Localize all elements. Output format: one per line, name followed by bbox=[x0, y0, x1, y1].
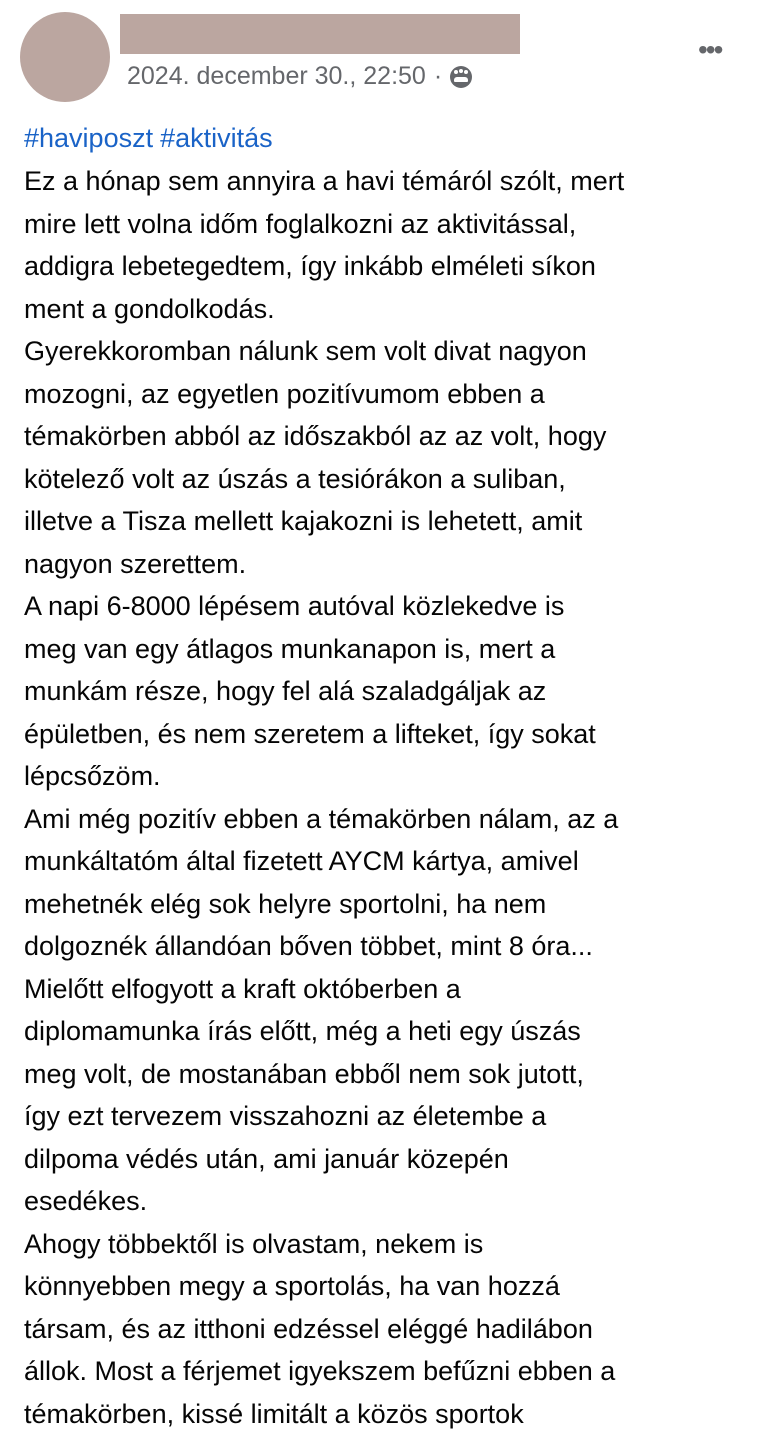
post-text-line: dolgoznék állandóan bőven többet, mint 8 óra... bbox=[24, 931, 593, 961]
post-text-line: mozogni, az egyetlen pozitívumom ebben a bbox=[24, 378, 545, 409]
post-text-line: nagyon szerettem. bbox=[24, 548, 247, 579]
post-text-line: így ezt tervezem visszahozni az életembe a bbox=[24, 1101, 547, 1131]
post-body bbox=[24, 160, 624, 1435]
post-text-line: épületben, és nem szeretem a lifteket, így sokat bbox=[24, 718, 596, 749]
post-text-line: társam, és az itthoni edzéssel eléggé hadilábon bbox=[24, 1313, 593, 1344]
post-text-line: munkáltatóm által fizetett AYCM kártya, amivel bbox=[24, 846, 579, 876]
post-text-line: Mielőtt elfogyott a kraft októberben a bbox=[24, 973, 461, 1004]
friends-icon[interactable] bbox=[450, 66, 472, 88]
hashtags bbox=[24, 117, 280, 160]
post-text-line: lépcsőzöm. bbox=[24, 761, 161, 791]
post-text-line: meg volt, de mostanában ebből nem sok jutott, bbox=[24, 1058, 584, 1089]
post-text-line: könnyebben megy a sportolás, ha van hozzá bbox=[24, 1271, 560, 1301]
post-text-line: ment a gondolkodás. bbox=[24, 293, 275, 324]
post-text-line: Gyerekkoromban nálunk sem volt divat nagyon bbox=[24, 336, 587, 366]
post-meta bbox=[127, 62, 472, 91]
post-text-line: Ami még pozitív ebben a témakörben nálam, az a bbox=[24, 803, 619, 834]
meta-separator: · bbox=[433, 62, 443, 90]
post-text-line: diplomamunka írás előtt, még a heti egy úszás bbox=[24, 1016, 581, 1046]
post-text-line: témakörben, kissé limitált a közös sportok bbox=[24, 1398, 524, 1429]
post-text-line: témakörben abból az időszakból az az volt, hogy bbox=[24, 421, 607, 451]
hashtag-link[interactable]: #haviposzt bbox=[24, 123, 154, 153]
post-text-line: állok. Most a férjemet igyekszem befűzni ebben a bbox=[24, 1356, 616, 1386]
more-options-button[interactable]: ••• bbox=[698, 34, 722, 65]
post-text-line: meg van egy átlagos munkanapon is, mert a bbox=[24, 633, 556, 664]
hashtag-link[interactable]: #aktivitás bbox=[160, 123, 273, 153]
author-name-redacted[interactable] bbox=[120, 14, 520, 54]
post-text-line: Ez a hónap sem annyira a havi témáról szólt, mert bbox=[24, 166, 625, 196]
post-text-line: addigra lebetegedtem, így inkább elméleti síkon bbox=[24, 251, 596, 281]
post-text-line: esedékes. bbox=[24, 1186, 148, 1216]
post-text-line: Ahogy többektől is olvastam, nekem is bbox=[24, 1228, 484, 1259]
post-text-line: kötelező volt az úszás a tesiórákon a suliban, bbox=[24, 463, 566, 494]
post-text-line: munkám része, hogy fel alá szaladgáljak az bbox=[24, 676, 547, 706]
post-text-line: A napi 6-8000 lépésem autóval közlekedve is bbox=[24, 591, 565, 621]
post-text-line: mehetnék elég sok helyre sportolni, ha nem bbox=[24, 888, 547, 919]
post-text-line: mire lett volna időm foglalkozni az aktivitással, bbox=[24, 208, 577, 239]
post-text-line: dilpoma védés után, ami január közepén bbox=[24, 1143, 509, 1174]
author-avatar[interactable] bbox=[20, 12, 110, 102]
post-text-line: illetve a Tisza mellett kajakozni is lehetett, amit bbox=[24, 506, 583, 536]
post-timestamp[interactable]: 2024. december 30., 22:50 bbox=[127, 62, 426, 90]
